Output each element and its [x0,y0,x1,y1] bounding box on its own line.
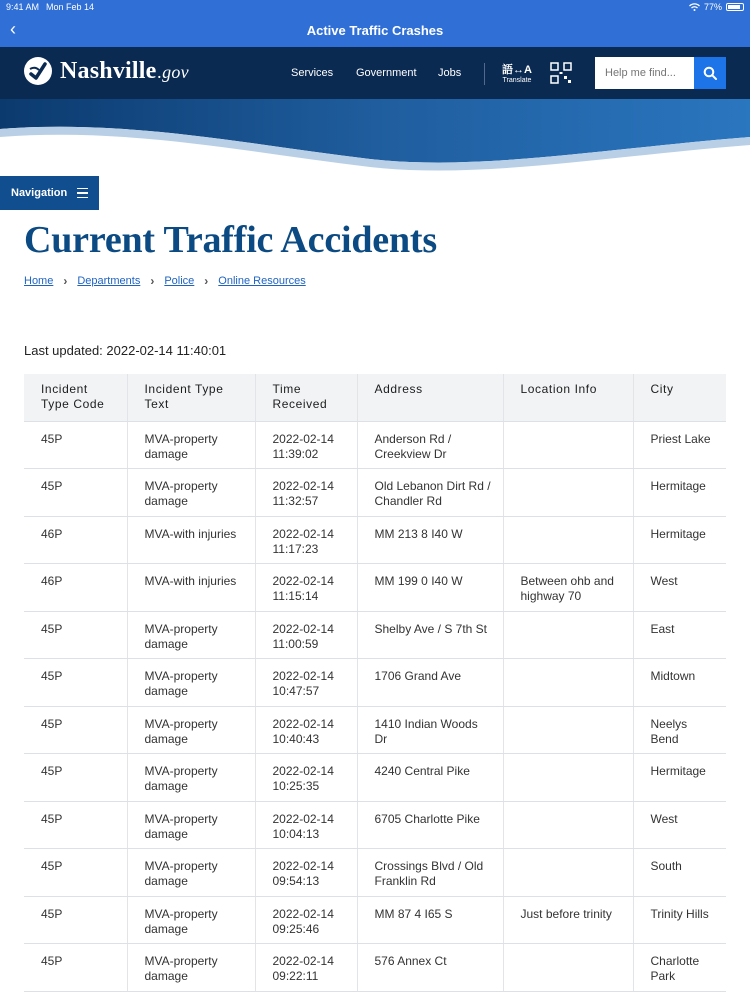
table-cell [503,611,633,659]
table-cell [503,516,633,564]
table-cell: Priest Lake [633,421,726,469]
table-cell: South [633,849,726,897]
chevron-right-icon: › [63,274,68,288]
menu-services[interactable] [291,67,333,79]
table-cell: 2022-02-14 11:00:59 [255,611,357,659]
table-cell: West [633,801,726,849]
table-cell: 2022-02-14 11:17:23 [255,516,357,564]
table-row [24,469,726,517]
chevron-right-icon: › [204,274,209,288]
accidents-table-container [24,374,726,992]
table-row [24,516,726,564]
column-header: Incident Type Code [24,374,127,421]
battery-percent: 77% [703,2,722,12]
table-cell: 45P [24,801,127,849]
accidents-table [24,374,726,992]
table-cell: Trinity Hills [633,896,726,944]
chevron-right-icon: › [150,274,155,288]
table-row [24,611,726,659]
table-cell: 45P [24,421,127,469]
header-divider [484,63,485,85]
table-cell: 45P [24,944,127,992]
table-cell: Hermitage [633,516,726,564]
table-cell: Neelys Bend [633,706,726,754]
table-cell: 45P [24,659,127,707]
table-cell: 2022-02-14 11:32:57 [255,469,357,517]
table-cell: 46P [24,564,127,612]
status-bar [0,0,750,14]
logo-suffix: .gov [157,61,189,82]
table-cell [503,706,633,754]
table-cell: Between ohb and highway 70 [503,564,633,612]
table-cell: 45P [24,469,127,517]
table-cell: Hermitage [633,754,726,802]
table-cell: MVA-property damage [127,754,255,802]
hamburger-menu-icon [77,188,88,199]
table-cell [503,421,633,469]
breadcrumb-home[interactable]: Home [24,275,54,287]
menu-jobs[interactable] [438,67,461,79]
table-row [24,706,726,754]
navigation-button[interactable] [0,176,99,210]
status-date: Mon Feb 14 [46,2,95,12]
table-row [24,896,726,944]
nashville-logo[interactable] [24,57,189,85]
translate-button[interactable] [500,61,534,84]
table-cell: Just before trinity [503,896,633,944]
table-cell: Midtown [633,659,726,707]
breadcrumb [24,274,306,288]
table-cell: 45P [24,611,127,659]
table-cell: Crossings Blvd / Old Franklin Rd [357,849,503,897]
table-header [24,374,726,421]
table-cell: East [633,611,726,659]
table-cell [503,659,633,707]
table-cell [503,801,633,849]
menu-government[interactable] [356,67,417,79]
menu-jobs-link[interactable]: Jobs [438,67,462,79]
table-cell: 45P [24,754,127,802]
logo-mark-icon [24,57,52,85]
table-body [24,421,726,991]
table-cell: 1410 Indian Woods Dr [357,706,503,754]
last-updated: Last updated: 2022-02-14 11:40:01 [24,343,227,358]
column-header: Incident Type Text [127,374,255,421]
nav-title: Active Traffic Crashes [306,23,444,38]
table-cell: Shelby Ave / S 7th St [357,611,503,659]
column-header: Time Received [255,374,357,421]
table-row [24,659,726,707]
table-cell: MVA-property damage [127,469,255,517]
table-cell: West [633,564,726,612]
qr-code-icon[interactable] [550,62,572,84]
table-cell: 45P [24,706,127,754]
logo-text [60,58,189,85]
table-cell: MM 87 4 I65 S [357,896,503,944]
table-cell: MVA-property damage [127,944,255,992]
table-cell: MVA-property damage [127,421,255,469]
status-time: 9:41 AM [6,2,40,12]
table-cell: 6705 Charlotte Pike [357,801,503,849]
table-cell: 2022-02-14 09:54:13 [255,849,357,897]
table-cell: MVA-property damage [127,659,255,707]
table-cell: Old Lebanon Dirt Rd / Chandler Rd [357,469,503,517]
table-cell: MVA-with injuries [127,516,255,564]
table-row [24,754,726,802]
search-icon [703,66,717,80]
menu-services-link[interactable]: Services [291,67,334,79]
table-row [24,944,726,992]
table-cell: 45P [24,849,127,897]
table-cell: Hermitage [633,469,726,517]
column-header: Location Info [503,374,633,421]
table-cell: Anderson Rd / Creekview Dr [357,421,503,469]
table-cell: 2022-02-14 11:15:14 [255,564,357,612]
table-cell: MM 199 0 I40 W [357,564,503,612]
table-cell: 2022-02-14 11:39:02 [255,421,357,469]
back-chevron-icon[interactable]: ‹ [10,19,16,39]
table-cell: 2022-02-14 09:22:11 [255,944,357,992]
page-title: Current Traffic Accidents [24,219,437,261]
table-cell: MVA-property damage [127,706,255,754]
table-cell: MM 213 8 I40 W [357,516,503,564]
wifi-icon [689,3,700,11]
table-cell: 2022-02-14 10:04:13 [255,801,357,849]
table-cell [503,469,633,517]
table-cell: MVA-property damage [127,801,255,849]
translate-icon: 語↔A [502,64,532,76]
table-row [24,801,726,849]
translate-label: Translate [502,77,532,84]
table-cell: 46P [24,516,127,564]
table-cell: MVA-property damage [127,611,255,659]
menu-government-link[interactable]: Government [356,67,417,79]
table-cell [503,754,633,802]
breadcrumb-police[interactable]: Police [164,275,195,287]
table-header-row [24,374,726,421]
app-nav-bar [0,14,750,47]
table-cell [503,849,633,897]
battery-icon [726,3,744,11]
table-row [24,849,726,897]
table-cell: MVA-property damage [127,896,255,944]
table-cell: 1706 Grand Ave [357,659,503,707]
table-row [24,421,726,469]
table-cell: 2022-02-14 10:47:57 [255,659,357,707]
column-header: Address [357,374,503,421]
table-cell: MVA-with injuries [127,564,255,612]
table-row [24,564,726,612]
table-cell [503,944,633,992]
table-cell: MVA-property damage [127,849,255,897]
table-cell: Charlotte Park [633,944,726,992]
status-indicators [689,2,744,12]
search-input[interactable] [595,57,694,89]
table-cell: 2022-02-14 09:25:46 [255,896,357,944]
breadcrumb-online-resources[interactable]: Online Resources [218,275,306,287]
table-cell: 4240 Central Pike [357,754,503,802]
header-wave-decoration [0,99,750,174]
search-button[interactable] [694,57,726,89]
breadcrumb-departments[interactable]: Departments [77,275,141,287]
logo-name: Nashville [60,57,157,84]
table-cell: 576 Annex Ct [357,944,503,992]
table-cell: 45P [24,896,127,944]
column-header: City [633,374,726,421]
table-cell: 2022-02-14 10:40:43 [255,706,357,754]
table-cell: 2022-02-14 10:25:35 [255,754,357,802]
navigation-label: Navigation [11,187,68,199]
